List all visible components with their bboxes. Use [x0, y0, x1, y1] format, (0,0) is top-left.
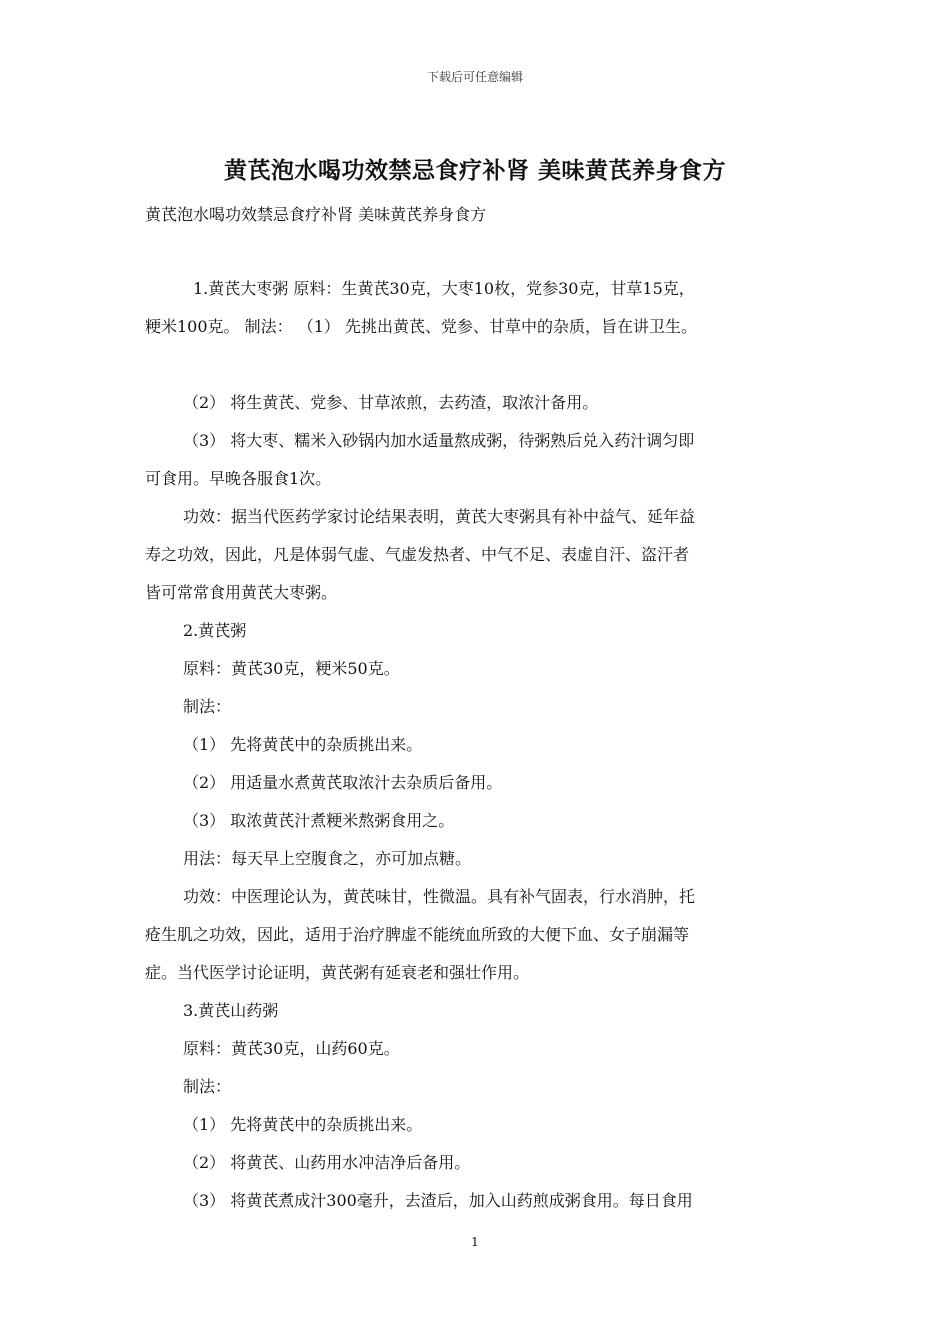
section-heading: 2.黄芪粥 — [183, 621, 247, 640]
paragraph-line: （3） 将大枣、糯米入砂锅内加水适量熬成粥，待粥熟后兑入药汁调匀即 — [183, 431, 695, 450]
paragraph-line: 疮生肌之功效，因此，适用于治疗脾虚不能统血所致的大便下血、女子崩漏等 — [145, 925, 690, 944]
page-title: 黄芪泡水喝功效禁忌食疗补肾 美味黄芪养身食方 — [223, 157, 726, 184]
paragraph-line: 原料：黄芪30克，山药60克。 — [183, 1039, 400, 1058]
paragraph-line: 粳米100克。 制法： （1） 先挑出黄芪、党参、甘草中的杂质，旨在讲卫生。 — [145, 317, 697, 336]
paragraph-line: 1.黄芪大枣粥 原料：生黄芪30克，大枣10枚，党参30克，甘草15克， — [193, 279, 695, 298]
header-note: 下载后可任意编辑 — [426, 70, 523, 84]
paragraph-line: （1） 先将黄芪中的杂质挑出来。 — [183, 1115, 423, 1134]
document-body — [145, 270, 825, 1220]
paragraph-line: （1） 先将黄芪中的杂质挑出来。 — [183, 735, 423, 754]
paragraph-line: 制法： — [183, 1077, 232, 1096]
paragraph-line: （2） 用适量水煮黄芪取浓汁去杂质后备用。 — [183, 773, 503, 792]
paragraph-line: 功效：中医理论认为，黄芪味甘，性微温。具有补气固表，行水消肿，托 — [183, 887, 696, 906]
paragraph-line: （2） 将黄芪、山药用水冲洁净后备用。 — [183, 1153, 471, 1172]
paragraph-line: 制法： — [183, 697, 232, 716]
paragraph-line: 原料：黄芪30克，粳米50克。 — [183, 659, 400, 678]
paragraph-line: 症。当代医学讨论证明，黄芪粥有延衰老和强壮作用。 — [145, 963, 530, 982]
paragraph-line: 用法：每天早上空腹食之，亦可加点糖。 — [183, 849, 472, 868]
paragraph-line: （2） 将生黄芪、党参、甘草浓煎，去药渣，取浓汁备用。 — [183, 393, 599, 412]
paragraph-line: 寿之功效，因此，凡是体弱气虚、气虚发热者、中气不足、表虚自汗、盗汗者 — [145, 545, 690, 564]
paragraph-line: 皆可常常食用黄芪大枣粥。 — [145, 583, 338, 602]
paragraph-line: （3） 取浓黄芪汁煮粳米熬粥食用之。 — [183, 811, 455, 830]
section-heading: 3.黄芪山药粥 — [183, 1001, 279, 1020]
paragraph-line: 功效：据当代医药学家讨论结果表明，黄芪大枣粥具有补中益气、延年益 — [183, 507, 696, 526]
subtitle: 黄芪泡水喝功效禁忌食疗补肾 美味黄芪养身食方 — [145, 205, 487, 224]
page-number: 1 — [471, 1235, 479, 1249]
blank-gap — [145, 346, 825, 384]
paragraph-line: （3） 将黄芪煮成汁300毫升，去渣后，加入山药煎成粥食用。每日食用 — [183, 1191, 693, 1210]
paragraph-line: 可食用。早晚各服食1次。 — [145, 469, 332, 488]
